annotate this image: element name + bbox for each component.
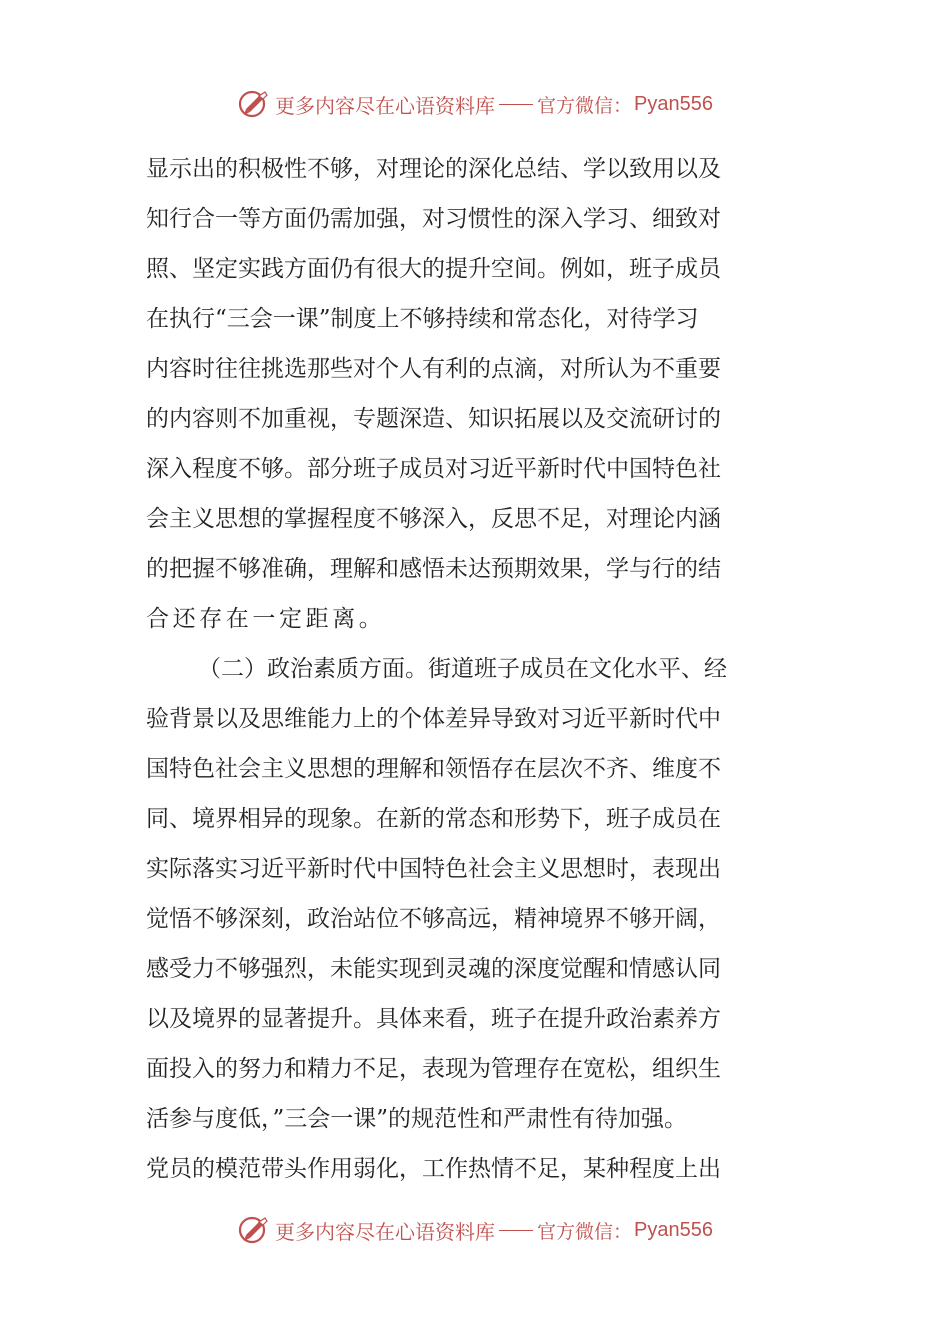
banner-wechat-label: 官方微信： [537,94,633,117]
text-line: 会主义思想的掌握程度不够深入，反思不足，对理论内涵 [146,506,721,532]
text-line: 党员的模范带头作用弱化，工作热情不足，某种程度上出 [146,1156,721,1182]
text-line: 的把握不够准确，理解和感悟未达预期效果，学与行的结 [146,556,721,582]
text-line: 深入程度不够。部分班子成员对习近平新时代中国特色社 [146,456,721,482]
text-line: 验背景以及思维能力上的个体差异导致对习近平新时代中 [146,706,721,732]
banner-wechat-id: Pyan556 [634,92,713,115]
pen-logo-icon [237,1213,271,1247]
text-line: 显示出的积极性不够，对理论的深化总结、学以致用以及 [146,156,721,182]
text-line: 国特色社会主义思想的理解和领悟存在层次不齐、维度不 [146,756,721,782]
banner-text: 更多内容尽在心语资料库 [275,1219,495,1244]
text-line: 同、境界相异的现象。在新的常态和形势下，班子成员在 [146,806,721,832]
document-body [146,144,806,1194]
banner-wechat-label: 官方微信： [537,1220,633,1243]
text-line: 面投入的努力和精力不足，表现为管理存在宽松，组织生 [146,1056,721,1082]
text-line: 活参与度低，”三会一课”的规范性和严肃性有待加强。 [146,1106,688,1132]
header-banner [0,84,950,124]
footer-banner [0,1210,950,1250]
banner-dash [499,1230,533,1231]
text-line: （二）政治素质方面。街道班子成员在文化水平、经 [198,656,727,682]
text-line: 觉悟不够深刻，政治站位不够高远，精神境界不够开阔， [146,906,721,932]
banner-dash [499,104,533,105]
banner-wechat-id: Pyan556 [634,1218,713,1241]
text-line: 合还存在一定距离。 [146,606,386,632]
text-line: 知行合一等方面仍需加强，对习惯性的深入学习、细致对 [146,206,721,232]
text-line: 照、坚定实践方面仍有很大的提升空间。例如，班子成员 [146,256,721,282]
text-line: 实际落实习近平新时代中国特色社会主义思想时，表现出 [146,856,721,882]
text-line: 在执行“三会一课”制度上不够持续和常态化，对待学习 [146,306,699,332]
text-line: 的内容则不加重视，专题深造、知识拓展以及交流研讨的 [146,406,721,432]
pen-logo-icon [237,87,271,121]
text-line: 以及境界的显著提升。具体来看，班子在提升政治素养方 [146,1006,721,1032]
text-line: 内容时往往挑选那些对个人有利的点滴，对所认为不重要 [146,356,721,382]
text-line: 感受力不够强烈，未能实现到灵魂的深度觉醒和情感认同 [146,956,721,982]
banner-text: 更多内容尽在心语资料库 [275,93,495,118]
